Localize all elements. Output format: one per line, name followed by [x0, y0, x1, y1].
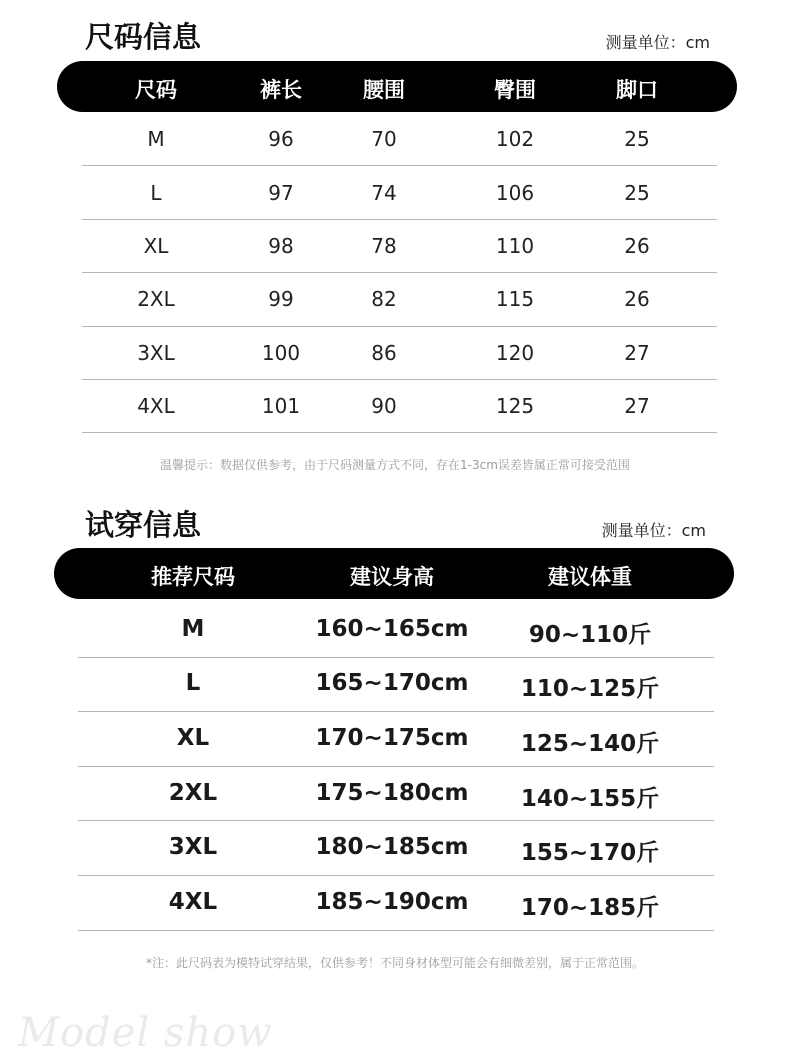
table-cell: 125: [495, 394, 535, 419]
table-cell: 97: [268, 180, 294, 205]
table-cell: 170~185斤: [520, 894, 660, 921]
size-unit-label: 测量单位：cm: [605, 33, 710, 52]
table-cell: 3XL: [137, 340, 175, 365]
table-cell: 27: [624, 340, 650, 365]
table-cell: M: [181, 615, 205, 642]
table-cell: M: [147, 127, 165, 152]
header-cell-0: 推荐尺码: [151, 564, 235, 589]
table-cell: 99: [268, 287, 294, 312]
table-cell: 160~165cm: [315, 615, 469, 642]
table-row: [78, 658, 714, 713]
table-cell: XL: [143, 233, 169, 258]
table-cell: 86: [371, 340, 397, 365]
table-cell: 96: [268, 127, 294, 152]
table-cell: XL: [176, 724, 210, 751]
table-cell: 98: [268, 233, 294, 258]
fit-unit-label: 测量单位：cm: [601, 521, 706, 540]
table-cell: 74: [371, 180, 397, 205]
model-show-watermark: Model show: [18, 1010, 273, 1056]
table-cell: 90: [371, 394, 397, 419]
table-cell: 27: [624, 394, 650, 419]
table-cell: 4XL: [168, 888, 218, 915]
table-cell: 2XL: [168, 779, 218, 806]
table-row: [78, 712, 714, 767]
table-cell: 90~110斤: [528, 621, 652, 648]
table-row: [78, 767, 714, 822]
table-cell: 26: [624, 233, 650, 258]
table-cell: 82: [371, 287, 397, 312]
header-cell-3: 臀围: [494, 77, 536, 102]
table-row: [82, 327, 717, 380]
table-cell: 78: [371, 233, 397, 258]
header-cell-2: 建议体重: [548, 564, 632, 589]
table-cell: 4XL: [137, 394, 175, 419]
table-cell: 102: [495, 127, 535, 152]
table-cell: 110: [495, 233, 535, 258]
table-cell: 106: [495, 180, 535, 205]
size-note: 温馨提示：数据仅供参考，由于尺码测量方式不同，存在1-3cm误差皆属正常可接受范围: [160, 458, 630, 472]
table-row: [82, 380, 717, 433]
table-cell: 165~170cm: [315, 670, 469, 697]
table-cell: L: [185, 670, 201, 697]
table-cell: 26: [624, 287, 650, 312]
header-cell-4: 脚口: [616, 77, 658, 102]
table-cell: 2XL: [137, 287, 175, 312]
table-cell: 101: [261, 394, 301, 419]
table-cell: L: [150, 180, 162, 205]
table-cell: 175~180cm: [315, 779, 469, 806]
table-cell: 25: [624, 127, 650, 152]
table-row: [82, 273, 717, 326]
table-row: [78, 821, 714, 876]
size-section-title: 尺码信息: [85, 20, 202, 54]
fit-section-title: 试穿信息: [85, 508, 202, 542]
table-cell: 115: [495, 287, 535, 312]
header-cell-1: 裤长: [260, 77, 302, 102]
table-cell: 25: [624, 180, 650, 205]
table-row: [78, 603, 714, 658]
fit-note: *注：此尺码表为模特试穿结果，仅供参考！不同身材体型可能会有细微差别，属于正常范围。: [145, 956, 644, 970]
header-cell-1: 建议身高: [350, 564, 434, 589]
table-cell: 185~190cm: [315, 888, 469, 915]
fit-table-header: [54, 548, 734, 599]
table-cell: 155~170斤: [520, 840, 660, 867]
table-cell: 70: [371, 127, 397, 152]
table-row: [82, 166, 717, 219]
header-cell-0: 尺码: [135, 77, 177, 102]
table-cell: 100: [261, 340, 301, 365]
table-row: [82, 113, 717, 166]
table-cell: 125~140斤: [520, 730, 660, 757]
table-cell: 3XL: [168, 834, 218, 861]
table-row: [82, 220, 717, 273]
size-table-header: [57, 61, 737, 112]
table-cell: 120: [495, 340, 535, 365]
table-cell: 170~175cm: [315, 724, 469, 751]
table-cell: 140~155斤: [520, 785, 660, 812]
table-cell: 180~185cm: [315, 834, 469, 861]
header-cell-2: 腰围: [363, 77, 405, 102]
table-cell: 110~125斤: [520, 676, 660, 703]
table-row: [78, 876, 714, 931]
